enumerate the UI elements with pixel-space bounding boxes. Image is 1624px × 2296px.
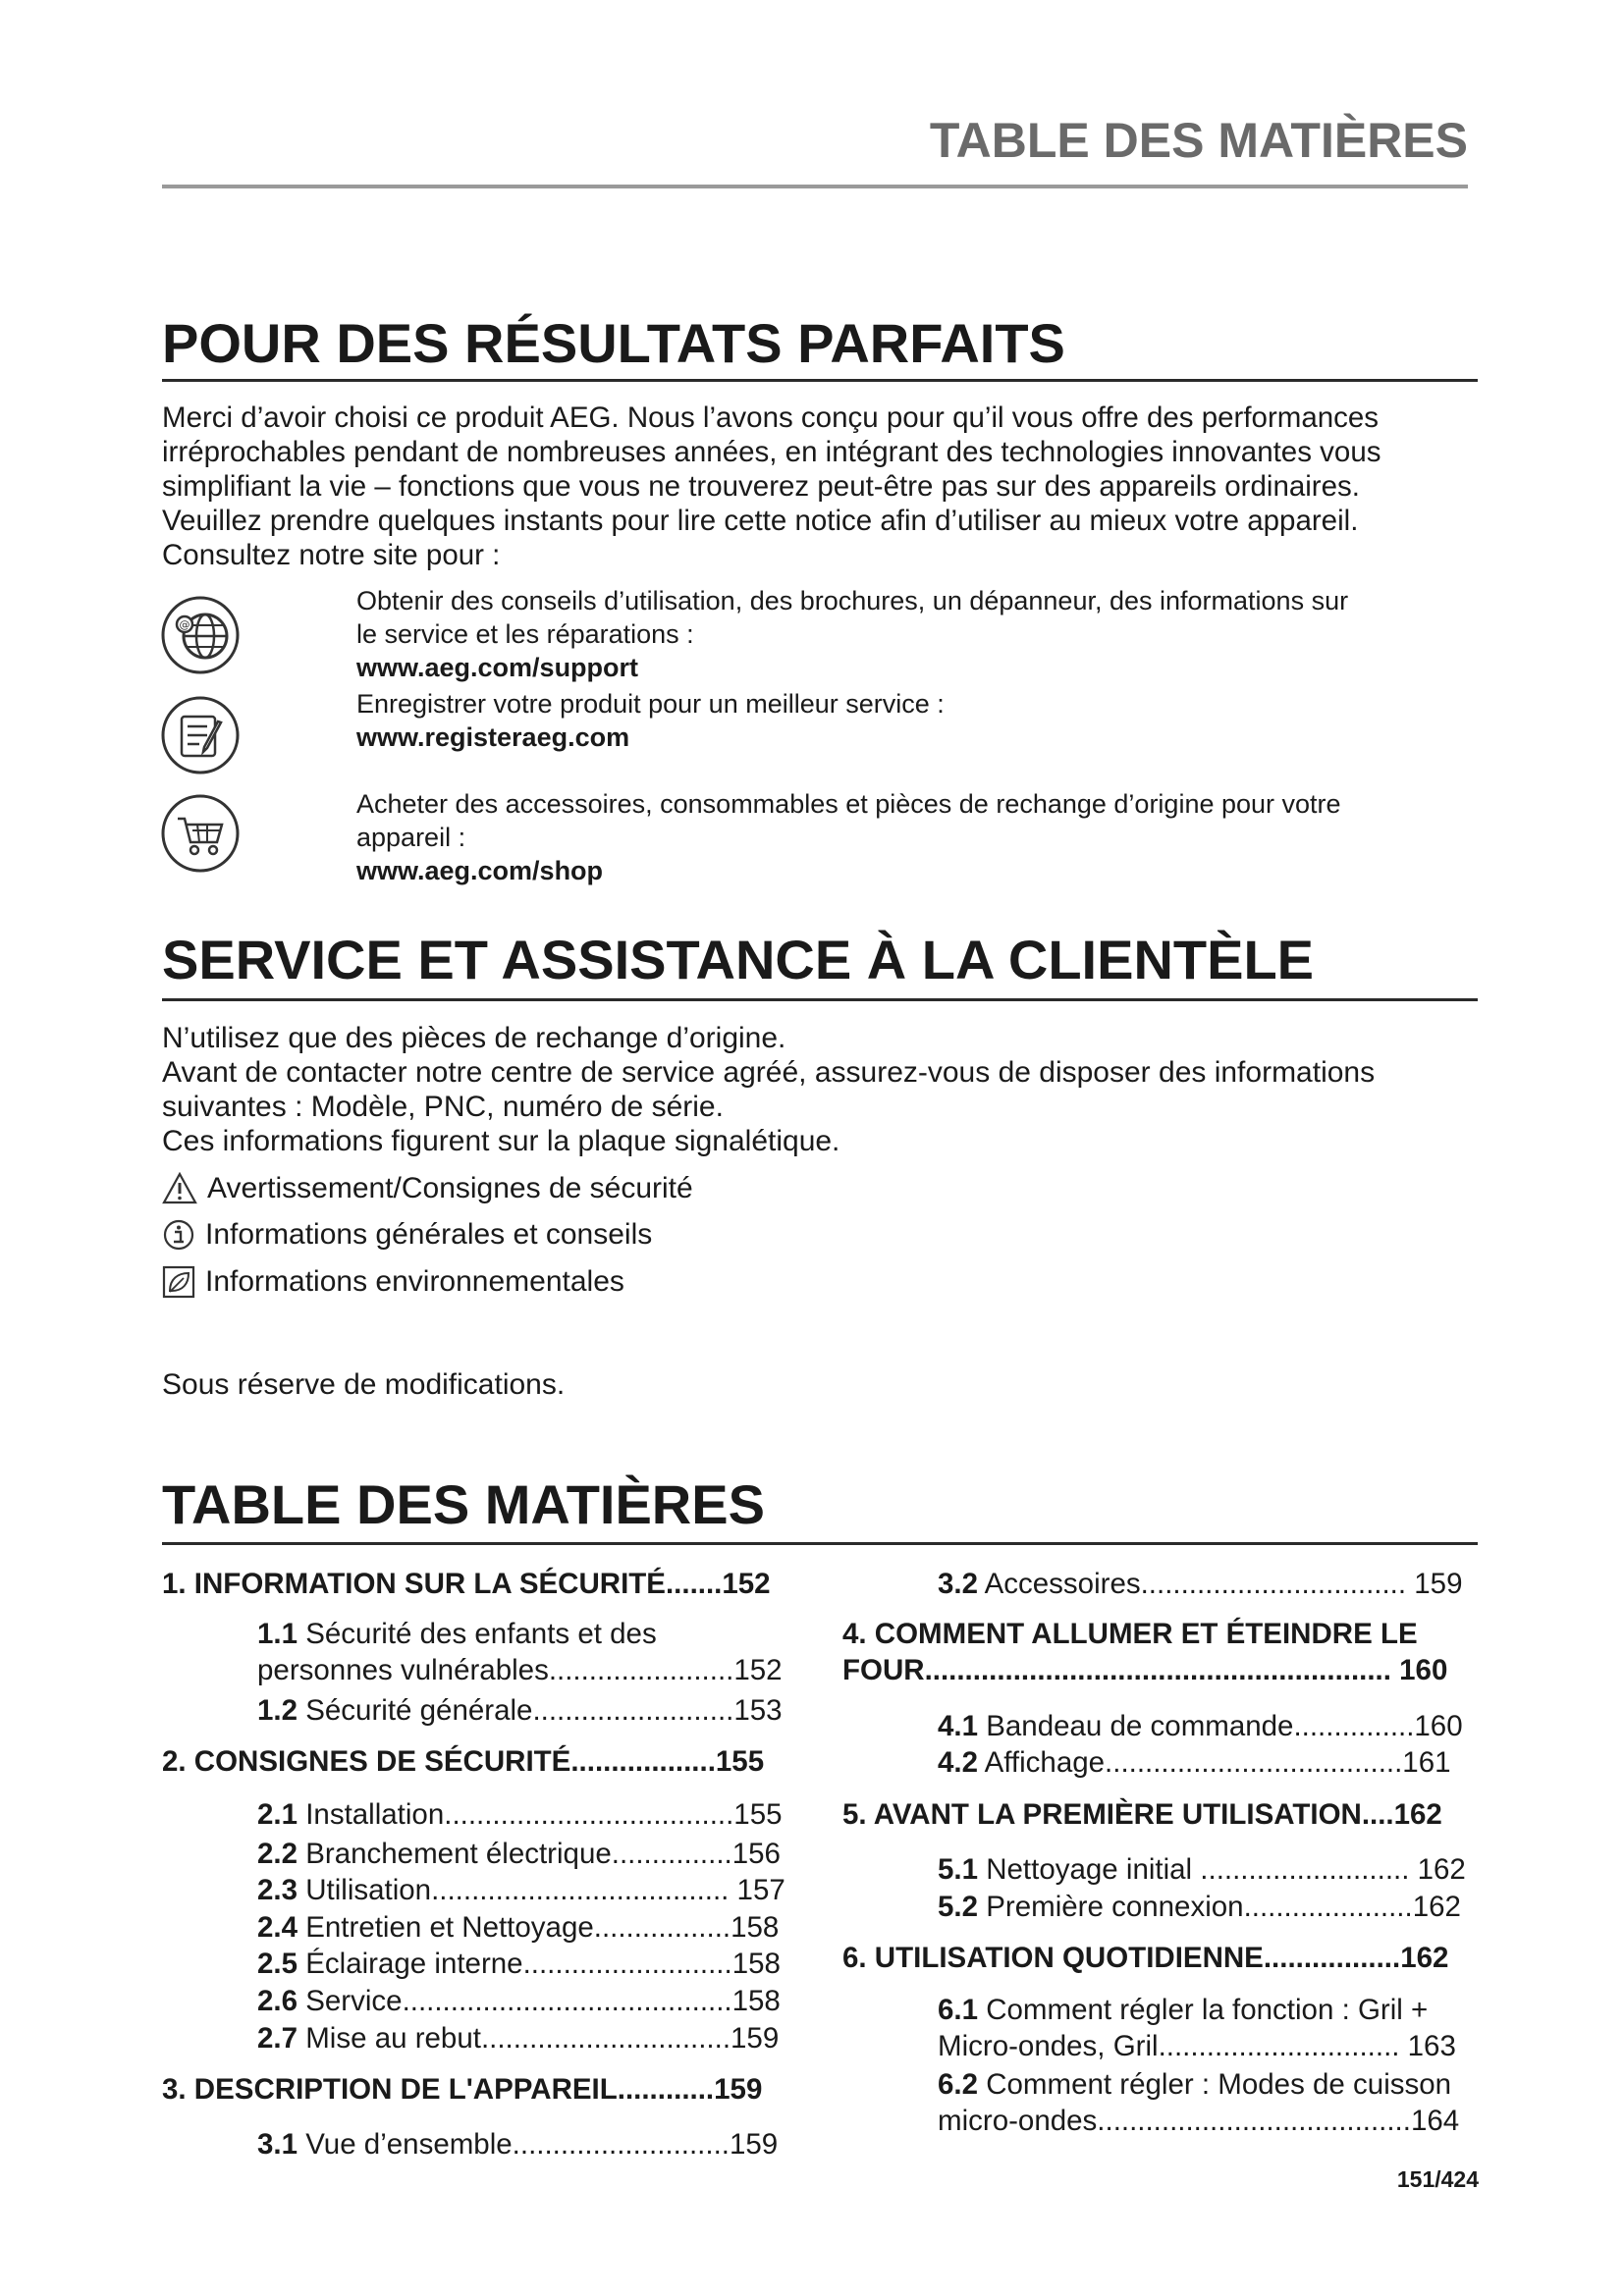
toc-num: 5.2 [938,1891,979,1923]
register-url[interactable]: www.registeraeg.com [356,722,630,752]
toc-label: Utilisation..................................... 157 [298,1874,785,1906]
register-icon [160,695,241,775]
toc-num: 2.2 [257,1838,298,1870]
support-text-line: Obtenir des conseils d’utilisation, des brochures, un dépanneur, des informations sur [356,586,1349,615]
service-title: SERVICE ET ASSISTANCE À LA CLIENTÈLE [162,929,1315,990]
toc-num: 2.5 [257,1948,298,1980]
running-header: TABLE DES MATIÈRES [929,113,1468,168]
globe-icon [160,595,241,675]
toc-entry-6-2[interactable] [938,2066,1459,2139]
toc-entry-3[interactable]: 3. DESCRIPTION DE L'APPAREIL............159 [162,2073,763,2106]
toc-entry-6[interactable]: 6. UTILISATION QUOTIDIENNE.................162 [842,1942,1449,1974]
toc-num: 4.2 [938,1746,979,1779]
toc-label: Affichage.....................................161 [978,1746,1451,1779]
toc-entry-4-2[interactable] [938,1744,1451,1781]
toc-num: 2.6 [257,1985,298,2017]
toc-label: Nettoyage initial .......................... 162 [978,1853,1466,1886]
toc-entry-2-2[interactable] [257,1836,781,1872]
support-text-line: le service et les réparations : [356,619,694,649]
toc-num: 2.1 [257,1798,298,1831]
toc-entry-2-4[interactable] [257,1909,779,1946]
toc-label: Bandeau de commande...............160 [978,1710,1463,1742]
toc-entry-5[interactable]: 5. AVANT LA PREMIÈRE UTILISATION....162 [842,1798,1442,1831]
toc-entry-3-2[interactable] [938,1566,1463,1602]
toc-entry-2-3[interactable] [257,1872,785,1908]
toc-entry-5-1[interactable] [938,1851,1466,1888]
toc-num: 2.3 [257,1874,298,1906]
toc-entry-2-7[interactable] [257,2020,779,2056]
toc-label: Installation....................................155 [298,1798,783,1831]
toc-entry-6-1[interactable] [938,1992,1456,2064]
toc-num: 6.1 [938,1994,979,2026]
legend-warning-label: Avertissement/Consignes de sécurité [207,1172,693,1204]
toc-title: TABLE DES MATIÈRES [162,1473,765,1535]
toc-num: 2.4 [257,1911,298,1944]
legend-info-label: Informations générales et conseils [205,1218,653,1251]
warning-icon [162,1172,197,1205]
support-link-block [356,584,1476,684]
toc-label: 4. COMMENT ALLUMER ET ÉTEINDRE LE [842,1618,1418,1650]
toc-label: Service.........................................158 [298,1985,781,2017]
shop-text-line: Acheter des accessoires, consommables et pièces de rechange d’origine pour votre [356,789,1341,819]
intro-line: Veuillez prendre quelques instants pour lire cette notice afin d’utiliser au mieux votre appareil. [162,505,1359,537]
toc-entry-2[interactable]: 2. CONSIGNES DE SÉCURITÉ..................155 [162,1745,765,1778]
toc-label: Entretien et Nettoyage.................158 [298,1911,780,1944]
intro-title: POUR DES RÉSULTATS PARFAITS [162,312,1065,374]
toc-entry-2-6[interactable] [257,1983,781,2019]
toc-num: 1.1 [257,1618,298,1650]
shop-link-block [356,787,1476,887]
toc-label: Sécurité des enfants et des [298,1618,657,1650]
toc-num: 1.2 [257,1694,298,1727]
toc-entry-2-5[interactable] [257,1946,781,1982]
toc-label: micro-ondes.......................................164 [938,2105,1460,2137]
toc-label: Comment régler la fonction : Gril + [978,1994,1429,2026]
toc-num: 6.2 [938,2068,979,2101]
toc-label: Éclairage interne..........................158 [298,1948,781,1980]
legend-info [162,1215,652,1255]
support-url[interactable]: www.aeg.com/support [356,653,639,682]
intro-line: Consultez notre site pour : [162,539,501,571]
toc-num: 3.1 [257,2128,298,2161]
toc-label: Première connexion.....................162 [978,1891,1461,1923]
legend-warning [162,1169,693,1208]
intro-line: simplifiant la vie – fonctions que vous ne trouverez peut-être pas sur des appareils ordinaires. [162,470,1360,503]
intro-paragraph [162,400,1478,572]
service-line: N’utilisez que des pièces de rechange d’origine. [162,1022,786,1054]
page-number: 151/424 [1396,2166,1479,2192]
legend-environment [162,1262,624,1302]
toc-label: Comment régler : Modes de cuisson [978,2068,1452,2101]
toc-entry-5-2[interactable] [938,1889,1461,1925]
modification-note: Sous réserve de modifications. [162,1368,566,1401]
toc-entry-2-1[interactable] [257,1796,783,1833]
toc-entry-1-2[interactable] [257,1692,783,1729]
toc-label: Micro-ondes, Gril.............................. 163 [938,2030,1456,2062]
register-link-block [356,687,1476,754]
toc-label: Sécurité générale.........................153 [298,1694,783,1727]
intro-line: Merci d’avoir choisi ce produit AEG. Nous l’avons conçu pour qu’il vous offre des performances [162,401,1380,434]
header-rule [162,185,1468,188]
toc-label: personnes vulnérables.......................152 [257,1654,783,1686]
service-line: Avant de contacter notre centre de service agréé, assurez-vous de disposer des informations [162,1056,1376,1089]
toc-num: 3.2 [938,1568,979,1600]
intro-line: irréprochables pendant de nombreuses années, en intégrant des technologies innovantes vous [162,436,1381,468]
legend-environment-label: Informations environnementales [205,1265,624,1298]
toc-label: FOUR.......................................................... 160 [842,1654,1448,1686]
service-paragraph [162,1021,1478,1158]
service-line: Ces informations figurent sur la plaque signalétique. [162,1125,840,1157]
toc-entry-3-1[interactable] [257,2126,778,2163]
info-icon [162,1218,195,1252]
leaf-icon [162,1265,195,1299]
toc-label: Mise au rebut...............................159 [298,2022,780,2055]
toc-label: Accessoires................................. 159 [978,1568,1463,1600]
shop-url[interactable]: www.aeg.com/shop [356,856,604,885]
toc-num: 4.1 [938,1710,979,1742]
toc-entry-4[interactable] [842,1616,1447,1688]
toc-num: 5.1 [938,1853,979,1886]
service-line: suivantes : Modèle, PNC, numéro de série. [162,1091,724,1123]
toc-entry-4-1[interactable] [938,1708,1463,1744]
shop-text-line: appareil : [356,823,466,852]
svg-text:@: @ [179,618,190,631]
intro-rule [162,379,1478,382]
register-text-line: Enregistrer votre produit pour un meilleur service : [356,689,945,719]
toc-entry-1[interactable]: 1. INFORMATION SUR LA SÉCURITÉ.......152 [162,1568,771,1600]
toc-rule [162,1542,1478,1545]
toc-num: 2.7 [257,2022,298,2055]
cart-icon [160,793,241,874]
toc-label: Branchement électrique...............156 [298,1838,781,1870]
toc-entry-1-1[interactable] [257,1616,783,1688]
toc-label: Vue d’ensemble...........................159 [298,2128,779,2161]
service-rule [162,998,1478,1001]
